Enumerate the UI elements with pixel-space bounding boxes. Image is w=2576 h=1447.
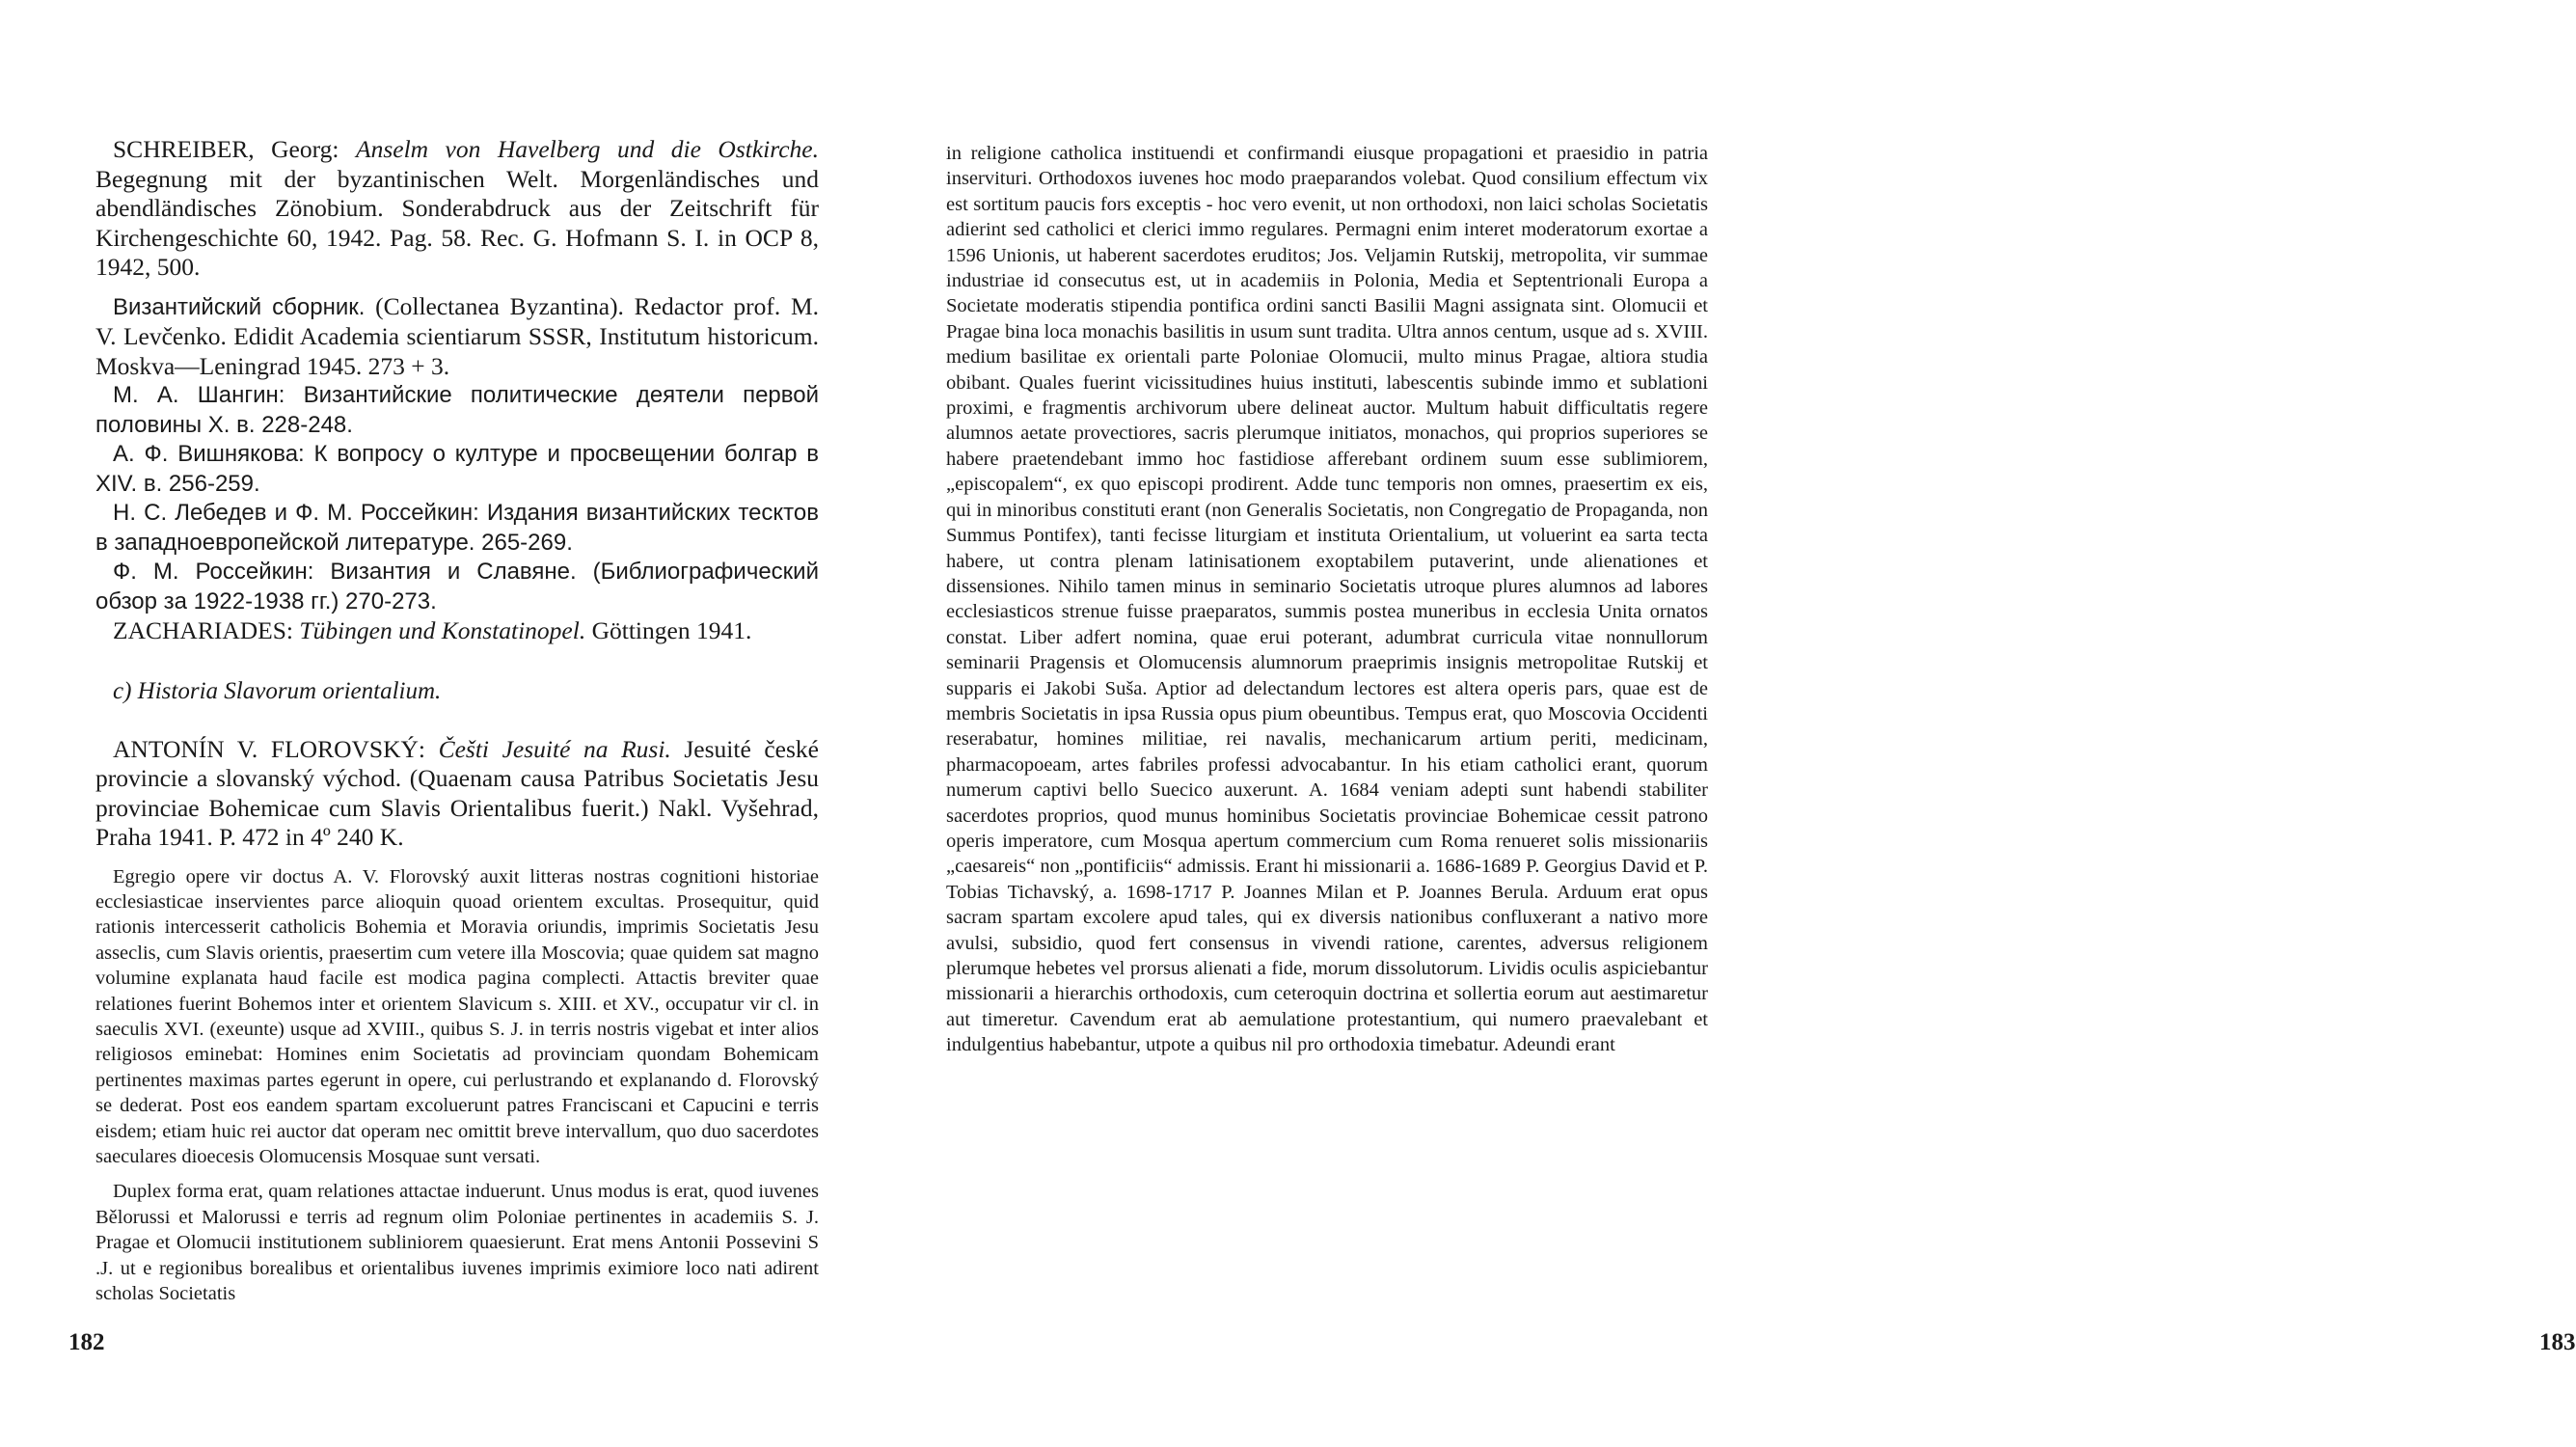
entry-details: Jesuité české provincie a slovanský východ. (Quaenam causa Patribus Societatis Jesu provinciae Bohemicae cum Slavis Orientalibus fuerit.) Nakl. Vyšehrad, Praha 1941. P. 472 in 4º 240 K.: [95, 734, 819, 851]
left-page: [0, 0, 879, 1447]
entry-author: ZACHARIADES:: [113, 616, 300, 644]
contents-item: А. Ф. Вишнякова: К вопросу о културе и просвещении болгар в XIV. в. 256-259.: [95, 441, 819, 497]
contents-item: Ф. М. Россейкин: Византия и Славяне. (Библиографический обзор за 1922-1938 гг.) 270-273.: [95, 559, 819, 614]
page-number: 183: [2539, 1329, 2576, 1355]
entry-title: Češti Jesuité na Rusi.: [438, 734, 671, 763]
bib-entry-florovsky: [95, 735, 819, 853]
entry-details: (Collectanea Byzantina). Redactor prof. M. V. Levčenko. Edidit Academia scientiarum SSSR, Institutum historicum. Moskva—Leningrad 1945. 273 + 3.: [95, 291, 820, 380]
entry-title: Anselm von Havelberg und die Ostkirche.: [356, 135, 820, 163]
contents-item: Н. С. Лебедев и Ф. М. Россейкин: Издания византийских тесктов в западноевропейской литературе. 265-269.: [95, 500, 819, 556]
review-paragraph: Duplex forma erat, quam relationes attactae induerunt. Unus modus is erat, quod iuvenes Bělorussi et Malorussi e terris ad regnum olim Poloniae pertinentes in academiis S. J. Pragae et Olomucii institutionem subliniorem quaesierunt. Erat mens Antonii Possevini S .J. ut e regionibus borealibus et orientalibus iuvenes imprimis eximiore loco nati adirent scholas Societatis: [95, 1181, 819, 1304]
section-heading: c) Historia Slavorum orientalium.: [113, 677, 442, 704]
entry-head: Византийский сборник.: [113, 293, 366, 320]
bib-entry-zachariades: [95, 616, 819, 646]
page-number: 182: [68, 1329, 105, 1355]
entry-title: Tübingen und Konstatinopel.: [299, 616, 586, 644]
review-paragraph: in religione catholica instituendi et confirmandi eiusque propagationi et praesidio in patria inservituri. Orthodoxos iuvenes hoc modo praeparandos volebat. Quod consilium effectum vix est sortitum paucis fors exceptis - hoc vero evenit, ut non orthodoxi, non laici scholas Societatis adierint sed catholici et clerici immo regulares. Permagni enim interet moderatorum exortae a 1596 Unionis, ut haberent sacerdotes eruditos; Jos. Veljamin Rutskij, metropolita, vir summae industriae id consecutus est, ut in academiis in Polonia, Media et Septentrionali Europa a Societate moderatis stipendia pontifica ordini sancti Basilii Magni assignata sint. Olomucii et Pragae bina loca monachis basilitis in usum sunt tradita. Ultra annos centum, usque ad s. XVIII. medium basilitae ex orientali parte Poloniae Olomucii, multo minus Pragae, altiora studia obibant. Quales fuerint vicissitudines huius instituti, labescentis subinde immo et sublationi proximi, e fragmentis archivorum ubere delineat auctor. Multum habuit difficultatis regere alumnos aetate provectiores, sacris plerumque initiatos, monachos, qui proprios superiores se habere praetendebant immo hoc fastidiose afferebant ordinem suum esse sublimiorem, „episcopalem“, ex quo episcopi prodirent. Adde tunc temporis non omnes, praesertim ex eis, qui in minoribus constituti erant (non Generalis Societatis, non Congregatio de Propaganda, non Summus Pontifex), tanti fecisse liturgiam et instituta Orientalium, ut voluerint ea sarta tecta habere, ut contra plenam latinisationem exoptabilem putaverint, unde alienationes et dissensiones. Nihilo tamen minus in seminario Societatis utroque plures alumnos ad labores ecclesiasticos strenue fuisse praeparatos, summis postea muneribus in ecclesia Unita ornatos constat. Liber adfert nomina, quae erui poterant, adumbrat curricula vitae nonnullorum seminarii Pragensis et Olomucensis alumnorum praeprimis insignis metropolitae Rutskij et supparis ei Jakobi Suša. Aptior ad delectandum lectores est altera operis pars, quae est de membris Societatis in ipsa Russia opus pium obeuntibus. Tempus erat, quo Moscovia Occidenti reserabatur, homines militiae, rei navalis, mechanicarum artium periti, medicinam, pharmacopoeam, artes fabriles professi advocabantur. In his etiam catholici erant, quorum numerum captivi bello Suecico auxerunt. A. 1684 veniam adepti sunt habendi stabiliter sacerdotes proprios, quod munus hominibus Societatis provinciae Bohemicae cessit patrono operis imperatore, cum Mosqua apertum commercium cum Roma renueret solis missionariis „caesareis“ non „pontificiis“ admissis. Erant hi missionarii a. 1686-1689 P. Georgius David et P. Tobias Tichavský, a. 1698-1717 P. Joannes Milan et P. Joannes Berula. Arduum erat opus sacram spartam excolere apud tales, qui ex diversis nationibus confluxerant a nativo more avulsi, subsidio, quod fert consensus in vivendi ratione, carentes, adversus religionem plerumque hebetes vel prorsus alienati a fide, morum dissolutorum. Lividis oculis aspiciebantur missionarii a hierarchis orthodoxis, cum ceteroquin doctrina et sollertia eorum aut aestimaretur aut timeretur. Cavendum erat ab aemulatione protestantium, qui numero praevalebant et indulgentius habebantur, utpote a quibus nil pro orthodoxia timebatur. Adeundi erant: [946, 143, 1708, 1056]
right-text-column: [946, 141, 1708, 1058]
entry-details: Begegnung mit der byzantinischen Welt. Morgenländisches und abendländisches Zönobium. Sonderabdruck aus der Zeitschrift für Kirchengeschichte 60, 1942. Pag. 58. Rec. G. Hofmann S. I. in OCP 8, 1942, 500.: [95, 164, 819, 281]
contents-item: М. А. Шангин: Византийские политические деятели первой половины X. в. 228-248.: [95, 382, 819, 438]
entry-author: ANTONÍN V. FLOROVSKÝ:: [113, 734, 439, 763]
right-page: [879, 0, 2576, 1447]
bib-entry-schreiber: [95, 135, 819, 283]
left-text-column: [95, 135, 819, 1306]
entry-details: Göttingen 1941.: [585, 616, 752, 644]
bib-entry-vizantiiskii: [95, 292, 819, 382]
entry-author: SCHREIBER, Georg:: [113, 135, 356, 163]
review-paragraph: Egregio opere vir doctus A. V. Florovský auxit litteras nostras cognitioni historiae ecclesiasticae inservientes parce alioquin quoad orientem excultas. Prosequitur, quid rationis intercesserit catholicis Bohemia et Moravia oriundis, imprimis Societatis Jesu asseclis, cum Slavis orientis, praesertim cum vetere illa Moscovia; quae quidem sat magno volumine explanata haud facile est modica pagina complecti. Attactis breviter quae relationes fuerint Bohemos inter et orientem Slavicum s. XIII. et XV., occupatur vir cl. in saeculis XVI. (exeunte) usque ad XVIII., quibus S. J. in terris nostris vigebat et inter alios religiosos eminebat: Homines enim Societatis ad provinciam quondam Bohemicam pertinentes maximas partes egerunt in opere, cui perlustrando et explanando d. Florovský se dederat. Post eos eandem spartam excoluerunt patres Franciscani et Capucini e terris eisdem; etiam huic rei auctor dat operam nec omittit breve intervallum, quo duo sacerdotes saeculares dioecesis Olomucensis Mosquae sunt versati.: [95, 865, 819, 1167]
